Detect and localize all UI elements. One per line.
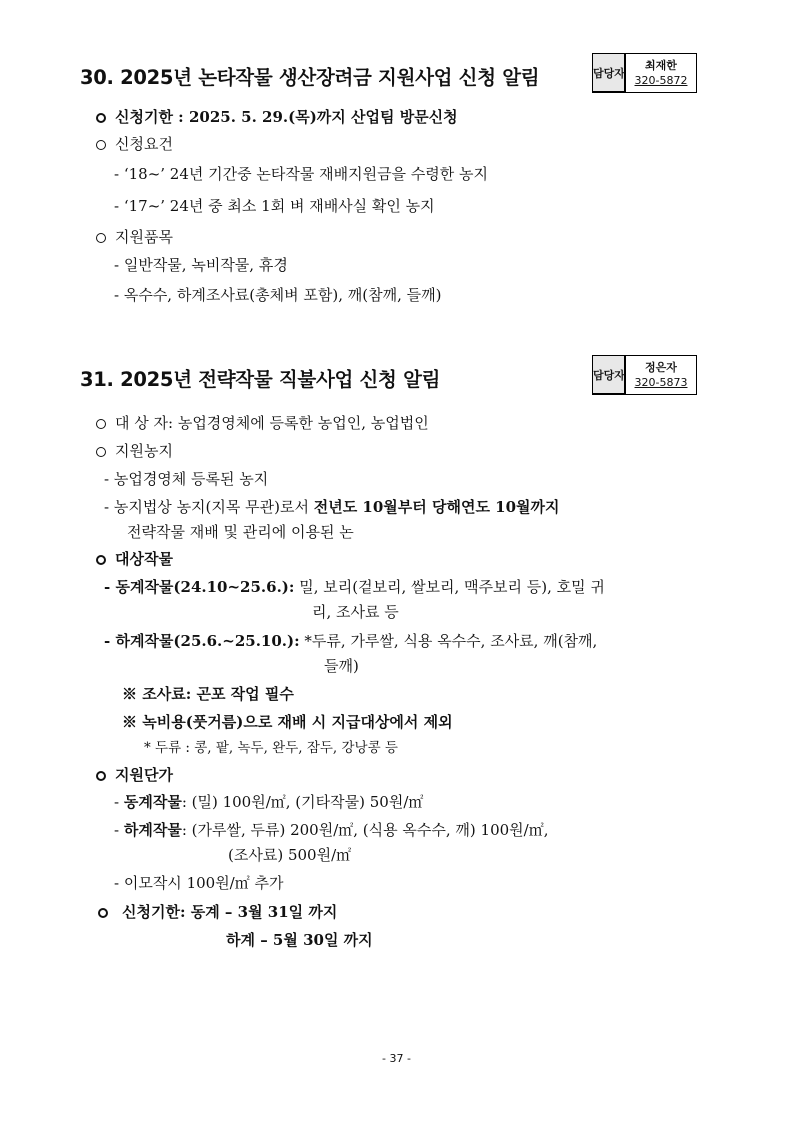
owner-label: 담당자 (593, 54, 626, 92)
s31-price-winter: - 동계작물: (밀) 100원/㎡, (기타작물) 50원/㎡ (114, 793, 424, 811)
bullet-icon (96, 771, 106, 781)
s30-deadline: 신청기한 : 2025. 5. 29.(목)까지 산업팀 방문신청 (96, 107, 458, 127)
bullet-icon (96, 447, 106, 457)
owner-name: 정은자 (645, 361, 677, 374)
s31-target: 대 상 자: 농업경영체에 등록한 농업인, 농업법인 (96, 413, 429, 433)
s30-items-1: - 일반작물, 녹비작물, 휴경 (114, 256, 288, 274)
s31-crops-head: 대상작물 (96, 549, 173, 569)
s30-req-2: - ‘17~’ 24년 중 최소 1회 벼 재배사실 확인 농지 (114, 197, 435, 215)
owner-tel: 320-5872 (634, 74, 688, 87)
s31-land-2: - 농지법상 농지(지목 무관)로서 전년도 10월부터 당해연도 10월까지 (104, 498, 560, 516)
page-number: - 37 - (382, 1052, 411, 1065)
s31-winter: - 동계작물(24.10~25.6.): 밀, 보리(겉보리, 쌀보리, 맥주보리 등), 호밀 귀 (104, 578, 605, 596)
owner-tel: 320-5873 (634, 376, 688, 389)
bullet-icon (96, 419, 106, 429)
owner-name: 최재한 (645, 59, 677, 72)
bullet-icon (96, 555, 106, 565)
s30-req-head: 신청요건 (96, 134, 173, 154)
owner-info (626, 356, 696, 394)
s31-note-2: ※ 녹비용(풋거름)으로 재배 시 지급대상에서 제외 (122, 713, 453, 731)
s31-price-extra: - 이모작시 100원/㎡ 추가 (114, 874, 284, 892)
bullet-icon (96, 113, 106, 123)
s30-items-2: - 옥수수, 하계조사료(총체벼 포함), 깨(참깨, 들깨) (114, 286, 442, 304)
s31-winter-cont: 리, 조사료 등 (312, 603, 399, 621)
owner-label: 담당자 (593, 356, 626, 394)
section-31-title: 31. 2025년 전략작물 직불사업 신청 알림 (80, 368, 441, 391)
s31-price-head: 지원단가 (96, 765, 173, 785)
s31-land-2-cont: 전략작물 재배 및 관리에 이용된 논 (127, 523, 354, 541)
section-31-owner-box (592, 355, 697, 395)
s30-items-head: 지원품목 (96, 227, 173, 247)
owner-info (626, 54, 696, 92)
s31-summer: - 하계작물(25.6.~25.10.): *두류, 가루쌀, 식용 옥수수, 조사료, 깨(참깨, (104, 632, 598, 650)
s31-note-1: ※ 조사료: 곤포 작업 필수 (122, 685, 294, 703)
bullet-icon (96, 233, 106, 243)
s31-price-summer-cont: (조사료) 500원/㎡ (228, 846, 352, 864)
s30-req-1: - ‘18~’ 24년 기간중 논타작물 재배지원금을 수령한 농지 (114, 165, 489, 183)
s31-summer-cont: 들깨) (324, 657, 359, 675)
section-30-owner-box (592, 53, 697, 93)
s31-land-head: 지원농지 (96, 441, 173, 461)
s31-price-summer: - 하계작물: (가루쌀, 두류) 200원/㎡, (식용 옥수수, 깨) 100원/㎡, (114, 821, 549, 839)
s31-note-3: * 두류 : 콩, 팥, 녹두, 완두, 잠두, 강낭콩 등 (144, 740, 398, 756)
bullet-icon (98, 908, 108, 918)
bullet-icon (96, 140, 106, 150)
section-30-title: 30. 2025년 논타작물 생산장려금 지원사업 신청 알림 (80, 66, 540, 89)
s31-deadline-winter: 신청기한: 동계 – 3월 31일 까지 (98, 902, 337, 922)
s31-deadline-summer: 하계 – 5월 30일 까지 (226, 931, 373, 949)
s31-land-1: - 농업경영체 등록된 농지 (104, 470, 269, 488)
